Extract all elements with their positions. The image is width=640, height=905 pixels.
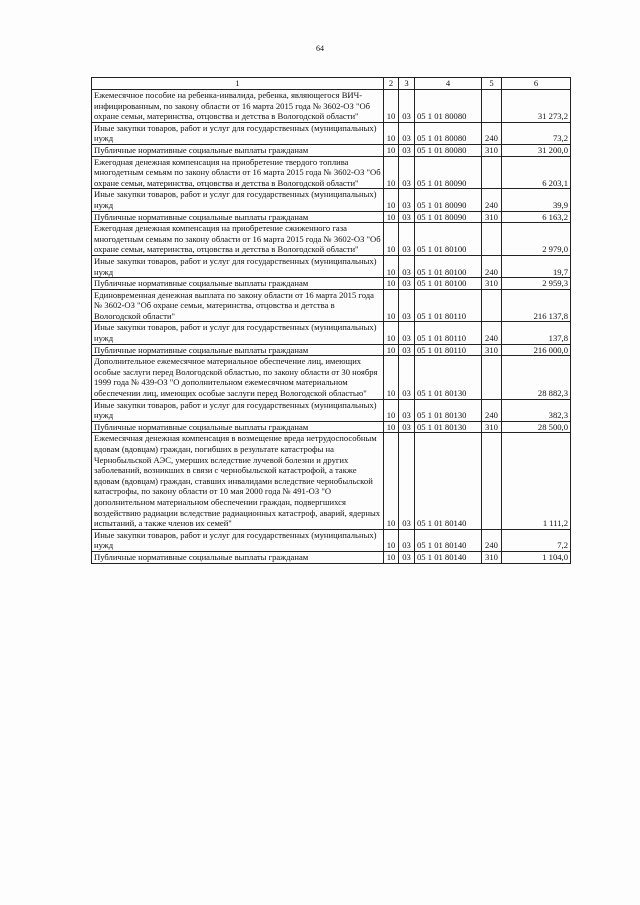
header-cell: 6	[502, 78, 571, 90]
row-subsection: 03	[399, 90, 415, 123]
row-subsection: 03	[399, 211, 415, 223]
row-expense-type: 240	[482, 399, 502, 421]
row-expense-type	[482, 433, 502, 529]
table-row	[92, 156, 571, 189]
row-name: Ежемесячная денежная компенсация в возмещение вреда нетрудоспособным вдовам (вдовцам) граждан, погибших в результате катастрофы на Чернобыльской АЭС, умерших вследствие лучевой болезни и других заболеваний, возникших в связи с чернобыльской катастрофой, а также вдовам (вдовцам) граждан, ставших инвалидами вследствие чернобыльской катастрофы, по закону области от 10 мая 2000 года № 491-ОЗ "О дополнительном материальном обеспечении граждан, подвергшихся воздействию радиации вследствие радиационных катастроф, аварий, ядерных испытаний, а также членов их семей"	[92, 433, 384, 529]
table-row	[92, 551, 571, 563]
row-expense-type: 310	[482, 211, 502, 223]
row-name: Публичные нормативные социальные выплаты гражданам	[92, 211, 384, 223]
table-row	[92, 399, 571, 421]
row-amount: 19,7	[502, 255, 571, 277]
row-subsection: 03	[399, 278, 415, 290]
row-name: Иные закупки товаров, работ и услуг для государственных (муниципальных) нужд	[92, 255, 384, 277]
row-subsection: 03	[399, 189, 415, 211]
row-name: Публичные нормативные социальные выплаты гражданам	[92, 278, 384, 290]
row-expense-type: 240	[482, 322, 502, 344]
row-name: Единовременная денежная выплата по закону области от 16 марта 2015 года № 3602-ОЗ "Об охране семьи, материнства, отцовства и детства в Вологодской области"	[92, 289, 384, 322]
row-section: 10	[384, 289, 399, 322]
row-section: 10	[384, 211, 399, 223]
row-section: 10	[384, 344, 399, 356]
row-subsection: 03	[399, 421, 415, 433]
row-section: 10	[384, 189, 399, 211]
table-row	[92, 223, 571, 256]
row-name: Иные закупки товаров, работ и услуг для государственных (муниципальных) нужд	[92, 529, 384, 551]
row-amount: 7,2	[502, 529, 571, 551]
row-subsection: 03	[399, 255, 415, 277]
row-expense-type	[482, 156, 502, 189]
row-amount: 6 163,2	[502, 211, 571, 223]
row-amount: 382,3	[502, 399, 571, 421]
row-amount: 2 959,3	[502, 278, 571, 290]
row-target-code: 05 1 01 80140	[415, 529, 482, 551]
row-name: Иные закупки товаров, работ и услуг для государственных (муниципальных) нужд	[92, 189, 384, 211]
header-cell: 5	[482, 78, 502, 90]
row-name: Публичные нормативные социальные выплаты гражданам	[92, 144, 384, 156]
row-amount: 1 111,2	[502, 433, 571, 529]
row-expense-type	[482, 289, 502, 322]
row-amount: 28 882,3	[502, 356, 571, 399]
row-name: Иные закупки товаров, работ и услуг для государственных (муниципальных) нужд	[92, 322, 384, 344]
row-subsection: 03	[399, 551, 415, 563]
row-target-code: 05 1 01 80100	[415, 278, 482, 290]
table-row	[92, 356, 571, 399]
row-amount: 1 104,0	[502, 551, 571, 563]
row-expense-type: 310	[482, 421, 502, 433]
row-section: 10	[384, 551, 399, 563]
row-name: Публичные нормативные социальные выплаты гражданам	[92, 551, 384, 563]
row-name: Ежегодная денежная компенсация на приобретение сжиженного газа многодетным семьям по закону области от 16 марта 2015 года № 3602-ОЗ "Об охране семьи, материнства, отцовства и детства в Вологодской области"	[92, 223, 384, 256]
row-expense-type	[482, 90, 502, 123]
header-cell: 3	[399, 78, 415, 90]
row-target-code: 05 1 01 80130	[415, 421, 482, 433]
row-amount: 2 979,0	[502, 223, 571, 256]
row-amount: 216 137,8	[502, 289, 571, 322]
row-expense-type: 310	[482, 278, 502, 290]
row-subsection: 03	[399, 122, 415, 144]
row-amount: 31 200,0	[502, 144, 571, 156]
row-name: Ежемесячное пособие на ребенка-инвалида, ребенка, являющегося ВИЧ-инфицированным, по закону области от 16 марта 2015 года № 3602-ОЗ "Об охране семьи, материнства, отцовства и детства в Вологодской области"	[92, 90, 384, 123]
row-name: Публичные нормативные социальные выплаты гражданам	[92, 421, 384, 433]
row-target-code: 05 1 01 80110	[415, 344, 482, 356]
row-subsection: 03	[399, 223, 415, 256]
row-target-code: 05 1 01 80090	[415, 156, 482, 189]
row-subsection: 03	[399, 156, 415, 189]
row-target-code: 05 1 01 80130	[415, 399, 482, 421]
row-target-code: 05 1 01 80110	[415, 322, 482, 344]
row-expense-type	[482, 223, 502, 256]
row-expense-type: 310	[482, 344, 502, 356]
row-subsection: 03	[399, 529, 415, 551]
row-expense-type: 240	[482, 529, 502, 551]
row-name: Ежегодная денежная компенсация на приобретение твердого топлива многодетным семьям по закону области от 16 марта 2015 года № 3602-ОЗ "Об охране семьи, материнства, отцовства и детства в Вологодской области"	[92, 156, 384, 189]
page-number: 64	[316, 44, 324, 53]
row-name: Иные закупки товаров, работ и услуг для государственных (муниципальных) нужд	[92, 399, 384, 421]
table-row	[92, 344, 571, 356]
row-expense-type: 310	[482, 144, 502, 156]
row-section: 10	[384, 122, 399, 144]
table-row	[92, 122, 571, 144]
row-section: 10	[384, 433, 399, 529]
row-section: 10	[384, 529, 399, 551]
budget-table	[91, 77, 571, 564]
table-row	[92, 278, 571, 290]
row-section: 10	[384, 223, 399, 256]
table-row	[92, 144, 571, 156]
row-section: 10	[384, 399, 399, 421]
row-target-code: 05 1 01 80140	[415, 551, 482, 563]
table-row	[92, 289, 571, 322]
row-name: Дополнительное ежемесячное материальное обеспечение лиц, имеющих особые заслуги перед Вологодской областью, по закону области от 30 ноября 1999 года № 439-ОЗ "О дополнительном ежемесячном материальном обеспечении лиц, имеющих особые заслуги перед Вологодской областью"	[92, 356, 384, 399]
row-amount: 28 500,0	[502, 421, 571, 433]
header-cell: 1	[92, 78, 384, 90]
row-target-code: 05 1 01 80110	[415, 289, 482, 322]
row-section: 10	[384, 90, 399, 123]
row-section: 10	[384, 255, 399, 277]
row-name: Иные закупки товаров, работ и услуг для государственных (муниципальных) нужд	[92, 122, 384, 144]
row-target-code: 05 1 01 80130	[415, 356, 482, 399]
row-section: 10	[384, 156, 399, 189]
row-subsection: 03	[399, 356, 415, 399]
header-row	[92, 78, 571, 90]
table-row	[92, 90, 571, 123]
row-amount: 31 273,2	[502, 90, 571, 123]
row-section: 10	[384, 356, 399, 399]
table-row	[92, 211, 571, 223]
header-cell: 4	[415, 78, 482, 90]
row-expense-type: 240	[482, 122, 502, 144]
row-expense-type: 240	[482, 189, 502, 211]
table-row	[92, 433, 571, 529]
row-amount: 137,8	[502, 322, 571, 344]
row-subsection: 03	[399, 322, 415, 344]
row-amount: 6 203,1	[502, 156, 571, 189]
row-name: Публичные нормативные социальные выплаты гражданам	[92, 344, 384, 356]
table-row	[92, 529, 571, 551]
row-target-code: 05 1 01 80080	[415, 90, 482, 123]
table-row	[92, 421, 571, 433]
row-section: 10	[384, 144, 399, 156]
row-section: 10	[384, 421, 399, 433]
row-target-code: 05 1 01 80090	[415, 211, 482, 223]
row-amount: 216 000,0	[502, 344, 571, 356]
row-target-code: 05 1 01 80090	[415, 189, 482, 211]
row-expense-type: 310	[482, 551, 502, 563]
row-target-code: 05 1 01 80140	[415, 433, 482, 529]
row-target-code: 05 1 01 80100	[415, 255, 482, 277]
row-subsection: 03	[399, 144, 415, 156]
table-row	[92, 189, 571, 211]
row-section: 10	[384, 322, 399, 344]
row-amount: 39,9	[502, 189, 571, 211]
table-row	[92, 322, 571, 344]
row-subsection: 03	[399, 433, 415, 529]
row-target-code: 05 1 01 80080	[415, 122, 482, 144]
header-cell: 2	[384, 78, 399, 90]
row-subsection: 03	[399, 289, 415, 322]
row-expense-type	[482, 356, 502, 399]
row-subsection: 03	[399, 399, 415, 421]
row-subsection: 03	[399, 344, 415, 356]
row-section: 10	[384, 278, 399, 290]
row-target-code: 05 1 01 80080	[415, 144, 482, 156]
row-amount: 73,2	[502, 122, 571, 144]
table-row	[92, 255, 571, 277]
row-target-code: 05 1 01 80100	[415, 223, 482, 256]
row-expense-type: 240	[482, 255, 502, 277]
